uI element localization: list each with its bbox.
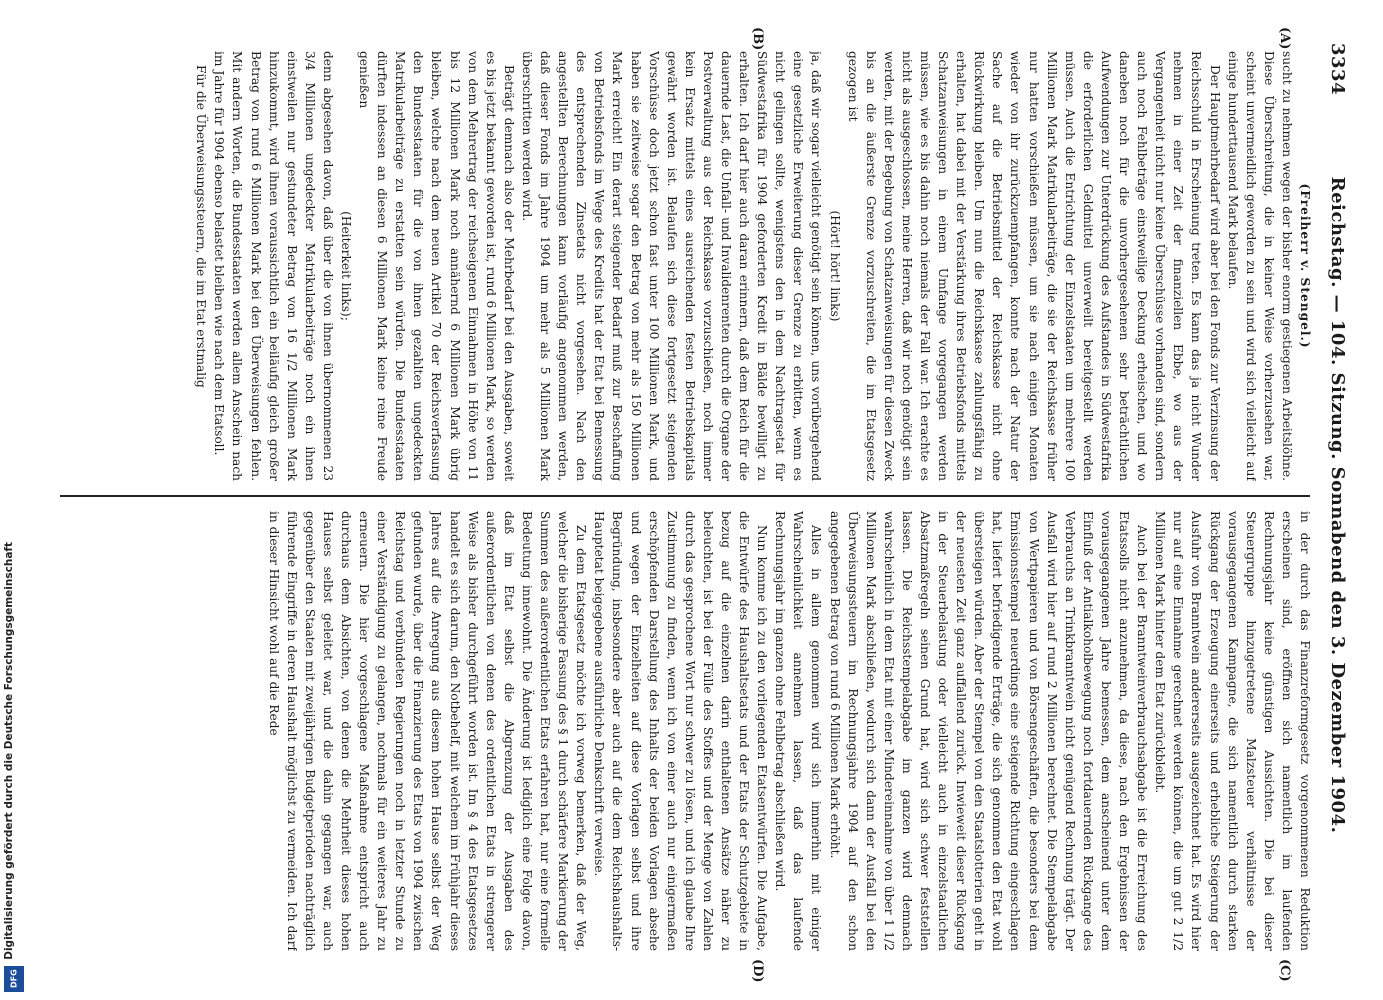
document-page xyxy=(40,25,1350,985)
right-column xyxy=(50,511,1314,951)
margin-marker-b: (B) xyxy=(750,27,765,51)
interjection: (Hört! hört! links) xyxy=(827,210,842,322)
interjection: (Heiterkeit links); xyxy=(339,211,354,321)
paragraph: ja, daß wir sogar vielleicht genötigt sein können, uns vorübergehend eine gesetzliche Erweiterung dieser Grenze zu erbitten, wenn es nicht gelingen sollte, wenigstens den in dem Nachtragsetat für Südwestafrika für 1904 geforderten Kredit in Bälde bewilligt zu erhalten. Ich darf hier auch daran erinnern, daß dem Reich für die dauernde Last, die Unfall- und Invalidenrenten durch die Organe der Postverwaltung aus der Reichskasse vorzuschießen, noch immer kein Ersatz mittels eines ausreichenden festen Betriebskapitals gewährt worden ist. Belaufen sich diese fortgesetzt steigenden Vorschüsse doch jetzt schon fast unter 100 Millionen Mark, und haben sie zeitweise sogar den Betrag von mehr als 150 Millionen Mark erreicht! Ein derart steigender Bedarf muß zur Beschaffung von Betriebsfonds im Wege des Kredits hat der Etat bei Bemessung des entsprechenden Zinsetats nicht vorgesehen. Nach den angestellten Berechnungen kann vorläufig angenommen werden, daß dieser Fonds im Jahre 1904 um mehr als 5 Millionen Mark überschritten werden wird. xyxy=(519,51,824,481)
page-title: Reichstag. — 104. Sitzung. Sonnabend den 3. Dezember 1904. xyxy=(1327,176,1348,834)
paragraph: sucht zu nehmen wegen der bisher enorm gestiegenen Arbeitslöhne. Diese Überschreitung, die in keiner Weise vorherzusehen war, scheint unvermeidlich geworden zu sein und wird sich vielleicht auf einige hunderttausend Mark belaufen. xyxy=(1225,51,1294,481)
margin-marker-c: (C) xyxy=(1277,959,1292,982)
paragraph: Auch bei der Branntweinverbrauchsabgabe ist die Erreichung des Etatssolls nicht anzunehmen, da diese, nach den Ergebnissen der vorausgegangenen Jahre bemessen, dem anscheinend unter dem Einfluß der Antialkoholbewegung noch fortdauernden Rückgange des Verbrauchs an Trinkbranntwein nicht genügend Rechnung trägt. Der Ausfall wird hier auf rund 2 Millionen berechnet. Die Stempelabgabe von Wertpapieren und von Börsengeschäften, die besonders bei dem Emissionsstempel neuerdings eine steigende Richtung eingeschlagen hat, liefert befriedigende Erträge, die sich genommen den Etat wohl übersteigen würden. Aber der Stempel von den Staatslotterien geht in der neuesten Zeit ganz auffallend zurück. Inwieweit dieser Rückgang in der Steuerbelastung oder vielleicht auch in einzelstaatlichen Absatzmaßregeln seinen Grund hat, wird sich schwer feststellen lassen. Die Reichsstempelabgabe im ganzen wird demnach wahrscheinlich in dem Etat mit einer Mindereinnahme von über 1 1/2 Millionen Mark abschließen, wodurch sich dann der Ausfall bei den Überweisungssteuern im Rechnungsjahre 1904 auf den schon angegebenen Betrag von rund 6 Millionen Mark erhöht. xyxy=(827,511,1150,951)
margin-marker-a: (A) xyxy=(1277,27,1292,50)
page-header xyxy=(1324,43,1350,967)
paragraph: in der durch das Finanzreformgesetz vorgenommenen Reduktion erscheinen sind, eröffnen sich namentlich im laufenden Rechnungsjahr keine günstigen Aussichten. Die bei dieser Steuergruppe hinzugetretene Malzsteuer verhältnisse der vorausgegangenen Kampagne, die sich namentlich durch starken Rückgang der Erzeugung einerseits und erhebliche Steigerung der Ausfuhr von Branntwein andererseits ausgezeichnet hat. Es wird hier nur auf eine Einnahme gerechnet werden können, die um gut 2 1/2 Millionen Mark hinter dem Etat zurückbleibt. xyxy=(1153,511,1312,951)
funding-credit: Digitalisierung gefördert durch die Deutsche Forschungsgemeinschaft xyxy=(3,542,15,960)
paragraph: Alles in allem genommen wird sich immerhin mit einiger Wahrscheinlichkeit annehmen lassen, daß das laufende Rechnungsjahr im ganzen ohne Fehlbetrag abschließen wird. xyxy=(773,511,824,951)
left-column xyxy=(50,51,1314,481)
column-divider xyxy=(60,495,1310,497)
speaker-name: (Freiherr v. Stengel.) xyxy=(1298,183,1312,349)
paragraph: Beträgt demnach also der Mehrbedarf bei den Ausgaben, soweit es bis jetzt bekannt geworden ist, rund 6 Millionen Mark, so werden von dem Mehrertrag der reichseigenen Einnahmen in Höhe von 11 bis 12 Millionen Mark noch annähernd 6 Millionen Mark übrig bleiben, welche nach dem neuen Artikel 70 der Reichsverfassung den Bundesstaaten für die von ihnen gezahlten ungedeckten Matrikularbeiträge zu erstatten sein würden. Die Bundesstaaten dürften indessen an diesen 6 Millionen Mark keine reine Freude genießen xyxy=(357,51,516,481)
dfg-logo: DFG xyxy=(4,966,24,992)
paragraph: Für die Überweisungssteuern, die im Etat erstmalig xyxy=(194,65,209,388)
paragraph: Zu dem Etatsgesetz möchte ich vorweg bemerken, daß der Weg, welcher die bisherige Fassung des § 1 durch schärfere Markierung der Summen des außerordentlichen Etats erfahren hat, nur eine formelle Bedeutung innewohnt. Die Änderung ist lediglich eine Folge davon, daß im Etat selbst die Abgrenzung der Ausgaben des außerordentlichen von denen des ordentlichen Etats in strengerer Weise als bisher durchgeführt worden ist. Im § 4 des Etatsgesetzes handelt es sich darum, den Notbehelf, mit welchem im Frühjahr dieses Jahres auf die Anregung aus diesem hohen Hause selbst der Weg gefunden wurde, über die Finanzierung des Etats von 1904 zwischen Reichstag und verbündeten Regierungen noch in letzter Stunde zu einer Verständigung zu gelangen, nochmals für ein weiteres Jahr zu erneuern. Die hier vorgeschlagene Maßnahme entspricht auch durchaus dem Absichten, von denen die Mehrheit dieses hohen Hauses selbst geleitet war, und die dahin gegangen war, auch gegenüber den Staaten mit zweijährigen Budgetperioden nachträglich führende Eingriffe in deren Haushalt möglichst zu vermeiden. Ich darf in dieser Hinsicht wohl auf die Rede xyxy=(266,511,589,951)
paragraph: denn abgesehen davon, daß über die von ihnen übernommenen 23 3/4 Millionen ungedeckter Matrikularbeiträge noch ein ihnen einstweilen nur gestundeter Betrag von 16 1/2 Millionen Mark hinzukommt, wird ihnen voraussichtlich ein beiläufig gleich großer Betrag von rund 6 Millionen Mark bei den Überweisungen fehlen. Mit andern Worten, die Bundesstaaten werden allem Anschein nach im Jahre für 1904 ebenso belastet bleiben wie nach dem Etatsoll. xyxy=(212,51,335,481)
paragraph: Der Hauptmehrbedarf wird aber bei den Fonds zur Verzinsung der Reichsschuld in Erscheinung treten. Es kann das ja nicht Wunder nehmen in einer Zeit der finanziellen Ebbe, wo aus der Vergangenheit nicht nur keine Überschüsse vorhanden sind, sondern auch noch Fehlbeträge einstweilige Deckung erheischen, und wo daneben noch für die unvorhergesehenen sehr beträchtlichen Aufwendungen zur Unterdrückung des Aufstandes in Südwestafrika die erforderlichen Geldmittel unverweilt bereitgestellt werden müssen. Auch die Entrichtung der Einzelstaaten um mehrere 100 Millionen Mark Matrikularbeiträge, die sie der Reichskasse früher nur hatten vorschießen müssen, um sie nach einigen Monaten wieder von ihr zurückzuempfangen, konnte nach der Natur der Sache auf die Betriebsmittel der Reichskasse nicht ohne Rückwirkung bleiben. Um nun die Reichskasse zahlungsfähig zu erhalten, hat dabei mit der Verstärkung ihres Betriebsfonds mittels Schatzanweisungen in einem Umfange vorgegangen werden müssen, wie es bis dahin noch niemals der Fall war. Ich erachte es nicht als ausgeschlossen, meine Herren, daß wir noch genötigt sein werden, mit der Begebung von Schatzanweisungen für diesen Zweck bis an die äußerste Grenze vorzuschreiten, die im Etatsgesetz gezogen ist xyxy=(845,51,1222,481)
page-number: 3334 xyxy=(1327,43,1348,96)
margin-marker-d: (D) xyxy=(750,959,765,983)
paragraph: Nun komme ich zu den vorliegenden Etatsentwürfen. Die Aufgabe, die Entwürfe des Haushaltsetats und der Etats der Schutzgebiete in bezug auf die einzelnen darin enthaltenen Ansätze näher zu beleuchten, ist bei der Fülle des Stoffes und der Menge von Zahlen durch das gesprochene Wort nur schwer zu lösen, und ich glaube Ihre Zustimmung zu finden, wenn ich von einer auch nur einigermaßen erschöpfenden Darstellung des Inhalts der beiden Vorlagen absehe und wegen der Einzelheiten auf diese Vorlagen selbst und ihre Begründung, insbesondere aber auch auf die dem Reichshaushalts-Hauptetat beigegebene ausführliche Denkschrift verweise. xyxy=(592,511,770,951)
funding-sidebar xyxy=(0,0,30,1000)
